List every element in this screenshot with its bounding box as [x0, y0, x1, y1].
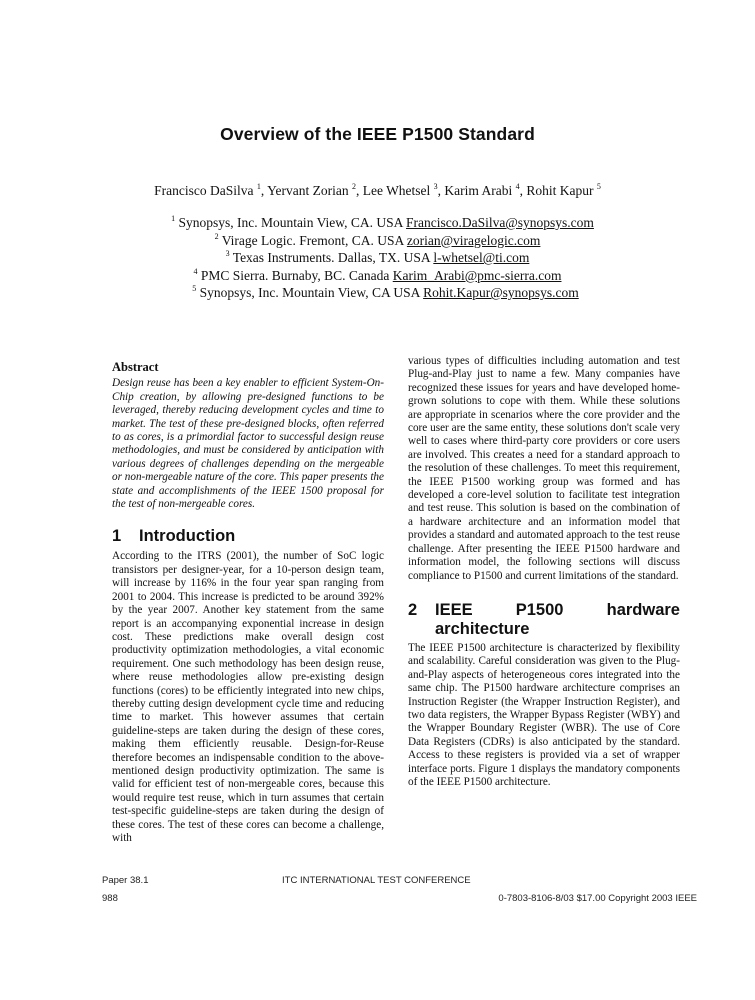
author-list: Francisco DaSilva $^1$, Yervant Zorian $^2$, Lee Whetsel $^3$, Karim Arabi $^4$, Rohit Kapur $^5$ — [154, 182, 601, 198]
section-heading-introduction — [112, 527, 384, 546]
section-number: 1 — [112, 527, 122, 546]
author: Rohit Kapur $^5$ — [526, 182, 601, 198]
abstract-text: Design reuse has been a key enabler to efficient System-On-Chip creation, by allowing pre-designed functions to be leveraged, thereby reducing development cycles and time to market. The test of these pre-designed blocks, often referred to as cores, is a primordial factor to successful design reuse methodologies, and must be considered by anticipation with various degrees of challenges depending on the mergeable or non-mergeable nature of the core. This paper presents the state and accomplishments of the IEEE 1500 proposal for the test of non-mergeable cores. — [112, 377, 384, 511]
body-paragraph: various types of difficulties including automation and test Plug-and-Play just to name a few. Many companies have recognized these issues for years and have developed home-grown solutions to cope with them. While these solutions are appropriate in scenarios where the core provider and the core user are the same entity, these solutions don't scale very well to cases where third-party core providers or core users are involved. This creates a need for a standard approach to the resolution of these challenges. To meet this requirement, the IEEE P1500 working group was formed and has developed a core-level solution to facilitate test integration and test reuse. This solution is based on the combination of a hardware architecture and an information model that provides a standard and automated approach to the test reuse challenge. After presenting the IEEE P1500 hardware and information model, the following sections will discuss compliance to P1500 and current limitations of the standard. — [408, 355, 680, 582]
left-column — [112, 361, 384, 845]
affiliation-list — [0, 214, 755, 302]
paper-title: Overview of the IEEE P1500 Standard — [220, 124, 535, 144]
affiliation: $^3$ Texas Instruments. Dallas, TX. USA l-whetsel@ti.com — [225, 249, 530, 265]
abstract-heading: Abstract — [112, 360, 159, 374]
email-link[interactable]: Karim_Arabi@pmc-sierra.com — [392, 267, 562, 283]
footer-paper-number: Paper 38.1 — [102, 875, 149, 886]
author: Francisco DaSilva $^1$ — [154, 182, 261, 198]
section-title: Introduction — [139, 527, 236, 546]
body-paragraph: The IEEE P1500 architecture is characterized by flexibility and scalability. Careful consideration was given to the Plug-and-Play aspects of heterogeneous cores integrated into the same chip. The P1500 hardware architecture comprises an Instruction Register (the Wrapper Instruction Register), and two data registers, the Wrapper Bypass Register (WBY) and the Wrapper Boundary Register (WBR). The use of Core Data Registers (CDRs) is also anticipated by the standard. Access to these registers is provided via a set of wrapper interface ports. Figure 1 displays the mandatory components of the IEEE P1500 architecture. — [408, 641, 680, 788]
footer-copyright: 0-7803-8106-8/03 $17.00 Copyright 2003 IEEE — [498, 893, 697, 904]
section-title: IEEE P1500 hardware architecture — [435, 600, 680, 638]
body-paragraph: According to the ITRS (2001), the number of SoC logic transistors per designer-year, for a 10-person design team, will increase by 116% in the four year span ranging from 2001 to 2004. This increase is predicted to be around 392% by the year 2007. Another key statement from the same report is an accompanying exponential increase in design cost. These predictions make overall design cost productivity optimization methodologies, a vital economic requirement. One such methodology has been design reuse, where reuse methodologies allow pre-existing design functions (cores) to be efficiently integrated into new chips, thereby cutting design development cycle time and reducing time to market. This however assumes that certain guideline-steps are taken during the design of these cores, making them efficiently reusable. Design-for-Reuse therefore becomes an indispensable condition to the above-mentioned design productivity optimization. The same is valid for efficient test of non-mergeable cores, because this would require test reuse, which in turn assumes that certain test-specific guideline-steps are taken during the design of these cores. The test of these cores can become a challenge, with — [112, 550, 384, 844]
section-number: 2 — [408, 600, 418, 619]
right-column — [408, 355, 680, 789]
email-link[interactable]: zorian@viragelogic.com — [406, 232, 541, 248]
email-link[interactable]: Rohit.Kapur@synopsys.com — [423, 285, 579, 300]
author: Karim Arabi $^4$ — [444, 182, 520, 198]
footer-conference: ITC INTERNATIONAL TEST CONFERENCE — [282, 875, 471, 886]
section-heading-hardware-architecture — [408, 601, 680, 639]
author: Lee Whetsel $^3$ — [362, 182, 438, 198]
author: Yervant Zorian $^2$ — [267, 182, 356, 198]
affiliation: $^2$ Virage Logic. Fremont, CA. USA zorian@viragelogic.com — [214, 231, 541, 248]
affiliation: $^5$ Synopsys, Inc. Mountain View, CA USA Rohit.Kapur@synopsys.com — [192, 284, 579, 300]
affiliation: $^1$ Synopsys, Inc. Mountain View, CA. USA Francisco.DaSilva@synopsys.com — [171, 214, 594, 230]
email-link[interactable]: l-whetsel@ti.com — [433, 250, 530, 265]
footer-page-number: 988 — [102, 893, 118, 904]
affiliation: $^4$ PMC Sierra. Burnaby, BC. Canada Karim_Arabi@pmc-sierra.com — [193, 266, 562, 283]
email-link[interactable]: Francisco.DaSilva@synopsys.com — [406, 215, 594, 230]
